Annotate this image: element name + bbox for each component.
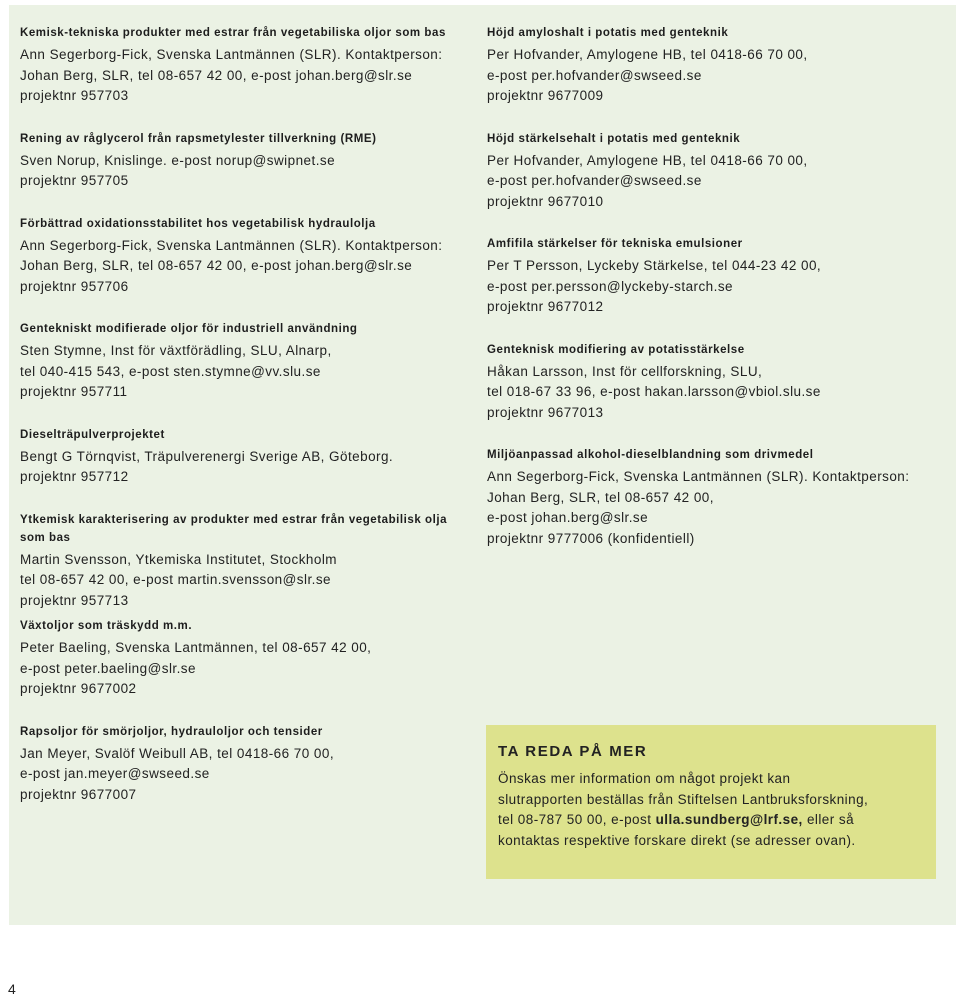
project-title: Rening av råglycerol från rapsmetylester tillverkning (RME) xyxy=(20,132,377,145)
project-entry xyxy=(20,511,475,612)
project-detail: Johan Berg, SLR, tel 08-657 42 00, e-post johan.berg@slr.se xyxy=(20,67,413,83)
project-title: Amfifila stärkelser för tekniska emulsioner xyxy=(487,238,743,250)
right-project-column xyxy=(487,24,937,572)
info-box-line: slutrapporten beställas från Stiftelsen Lantbruksforskning, xyxy=(498,791,869,807)
project-number: projektnr 957703 xyxy=(20,88,129,103)
project-title: Gentekniskt modifierade oljor för industriell användning xyxy=(20,323,358,335)
info-box-text: eller så xyxy=(802,812,855,827)
project-number: projektnr 9777006 (konfidentiell) xyxy=(487,530,695,546)
project-title: Rapsoljor för smörjoljor, hydrauloljor och tensider xyxy=(20,725,323,738)
project-detail: e-post jan.meyer@swseed.se xyxy=(20,766,210,781)
project-entry xyxy=(20,617,475,700)
project-detail: e-post per.hofvander@swseed.se xyxy=(487,67,702,83)
project-title: Höjd amyloshalt i potatis med genteknik xyxy=(487,27,729,39)
project-title: Dieselträpulverprojektet xyxy=(20,428,165,441)
project-title: Miljöanpassad alkohol-dieselblandning som drivmedel xyxy=(487,449,814,461)
project-number: projektnr 9677013 xyxy=(487,404,604,420)
project-title: Ytkemisk karakterisering av produkter med estrar från vegetabilisk olja som bas xyxy=(20,513,448,544)
page-number: 4 xyxy=(8,981,16,997)
project-detail: Per Hofvander, Amylogene HB, tel 0418-66 70 00, xyxy=(487,152,808,168)
contact-email-link[interactable]: ulla.sundberg@lrf.se, xyxy=(655,812,803,827)
project-entry xyxy=(20,320,475,403)
project-detail: Ann Segerborg-Fick, Svenska Lantmännen (SLR). Kontaktperson: xyxy=(20,237,443,253)
project-number: projektnr 957713 xyxy=(20,592,129,608)
project-detail: e-post peter.baeling@slr.se xyxy=(20,660,196,676)
info-box-title: TA REDA PÅ MER xyxy=(498,743,648,760)
project-title: Genteknisk modifiering av potatisstärkelse xyxy=(487,343,745,356)
project-detail: e-post per.hofvander@swseed.se xyxy=(487,173,702,188)
project-number: projektnr 9677002 xyxy=(20,681,137,696)
project-detail: Peter Baeling, Svenska Lantmännen, tel 08-657 42 00, xyxy=(20,640,372,655)
project-number: projektnr 9677009 xyxy=(487,88,604,103)
project-entry xyxy=(487,24,937,107)
project-entry xyxy=(487,235,937,318)
project-number: projektnr 9677012 xyxy=(487,299,604,314)
project-number: projektnr 9677007 xyxy=(20,786,137,802)
project-detail: e-post johan.berg@slr.se xyxy=(487,510,649,525)
project-detail: Johan Berg, SLR, tel 08-657 42 00, e-post johan.berg@slr.se xyxy=(20,258,413,273)
project-detail: Johan Berg, SLR, tel 08-657 42 00, xyxy=(487,489,714,505)
project-detail: Sten Stymne, Inst för växtförädling, SLU, Alnarp, xyxy=(20,343,332,358)
project-entry xyxy=(487,130,937,213)
project-entry xyxy=(20,215,475,298)
project-detail: Per T Persson, Lyckeby Stärkelse, tel 044-23 42 00, xyxy=(487,258,822,273)
project-number: projektnr 957706 xyxy=(20,278,129,294)
project-title: Höjd stärkelsehalt i potatis med genteknik xyxy=(487,132,741,145)
project-detail: Håkan Larsson, Inst för cellforskning, SLU, xyxy=(487,363,763,379)
project-title: Kemisk-tekniska produkter med estrar från vegetabiliska oljor som bas xyxy=(20,27,446,39)
project-entry xyxy=(20,130,475,192)
project-detail: tel 018-67 33 96, e-post hakan.larsson@vbiol.slu.se xyxy=(487,384,821,399)
info-box-line: Önskas mer information om något projekt kan xyxy=(498,771,791,786)
project-detail: Ann Segerborg-Fick, Svenska Lantmännen (SLR). Kontaktperson: xyxy=(20,47,443,62)
project-number: projektnr 9677010 xyxy=(487,193,604,209)
project-entry xyxy=(487,446,937,549)
project-entry xyxy=(20,426,475,488)
project-number: projektnr 957712 xyxy=(20,469,129,484)
project-entry xyxy=(487,341,937,424)
info-box-line: kontaktas respektive forskare direkt (se adresser ovan). xyxy=(498,832,856,848)
project-entry xyxy=(20,24,475,107)
project-detail: tel 08-657 42 00, e-post martin.svensson@slr.se xyxy=(20,572,332,587)
project-detail: Sven Norup, Knislinge. e-post norup@swipnet.se xyxy=(20,152,336,168)
project-number: projektnr 957711 xyxy=(20,384,128,399)
more-info-box xyxy=(486,725,936,879)
project-detail: Martin Svensson, Ytkemiska Institutet, Stockholm xyxy=(20,551,337,567)
project-entry xyxy=(20,723,475,806)
project-detail: Jan Meyer, Svalöf Weibull AB, tel 0418-66 70 00, xyxy=(20,745,335,761)
left-project-column xyxy=(20,24,475,634)
project-detail: Bengt G Törnqvist, Träpulverenergi Sverige AB, Göteborg. xyxy=(20,448,394,464)
info-box-line xyxy=(498,810,924,831)
project-title: Växtoljor som träskydd m.m. xyxy=(20,620,193,632)
project-detail: tel 040-415 543, e-post sten.stymne@vv.slu.se xyxy=(20,363,321,379)
project-title: Förbättrad oxidationsstabilitet hos vegetabilisk hydraulolja xyxy=(20,217,376,230)
project-detail: Ann Segerborg-Fick, Svenska Lantmännen (SLR). Kontaktperson: xyxy=(487,469,910,484)
project-detail: Per Hofvander, Amylogene HB, tel 0418-66 70 00, xyxy=(487,47,808,62)
bottom-project-column xyxy=(20,617,475,828)
info-box-text: tel 08-787 50 00, e-post xyxy=(498,812,656,827)
project-detail: e-post per.persson@lyckeby-starch.se xyxy=(487,278,734,294)
project-number: projektnr 957705 xyxy=(20,173,129,188)
